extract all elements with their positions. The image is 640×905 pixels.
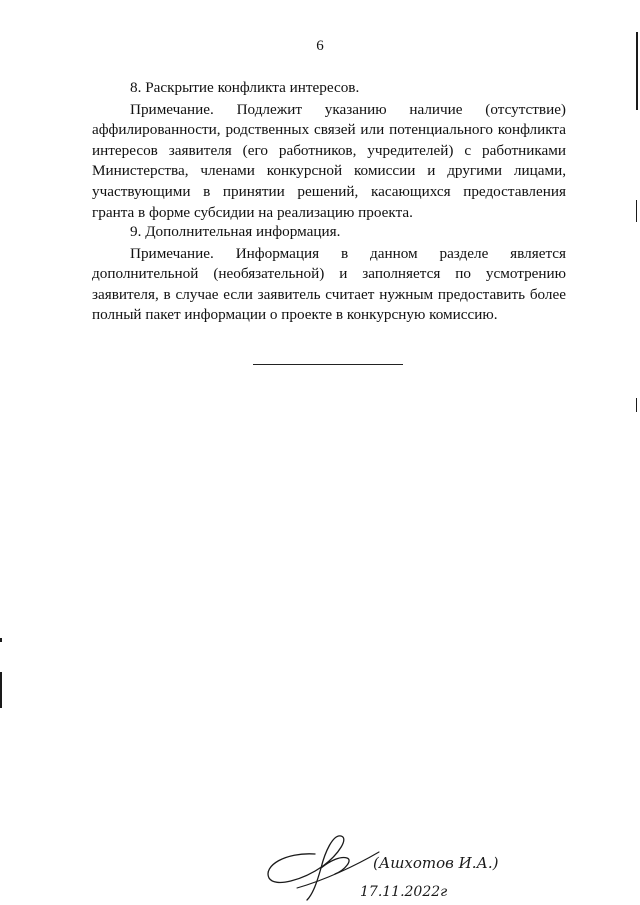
section-note: Примечание. Подлежит указанию наличие (отсутствие) аффилированности, родственных связей или потенциального конфликта интересов заявителя (его работников, учредителей) с работниками Министерства, членами конкурсной комиссии и другими лицами, участвующими в принятии решений, касающихся предоставления гранта в форме субсидии на реализацию проекта. (92, 100, 566, 221)
signature-name: (Ашхотов И.А.) (373, 854, 499, 872)
handwritten-signature (255, 822, 505, 902)
scan-edge-mark (636, 200, 637, 222)
section-note: Примечание. Информация в данном разделе является дополнительной (необязательной) и заполняется по усмотрению заявителя, в случае если заявитель считает нужным предоставить более полный пакет информации о проекте в конкурсную комиссию. (92, 244, 566, 324)
page-number: 6 (316, 38, 324, 54)
closing-rule (253, 364, 403, 365)
scan-edge-mark (636, 398, 637, 412)
signature-date: 17.11.2022г (360, 884, 448, 900)
scan-edge-mark (636, 32, 638, 110)
scan-edge-mark (0, 672, 2, 708)
section-additional-info (92, 222, 566, 326)
scan-edge-mark (0, 638, 2, 642)
section-heading: 8. Раскрытие конфликта интересов. (130, 79, 360, 96)
section-heading: 9. Дополнительная информация. (130, 223, 341, 240)
section-conflict-of-interest (92, 78, 566, 223)
